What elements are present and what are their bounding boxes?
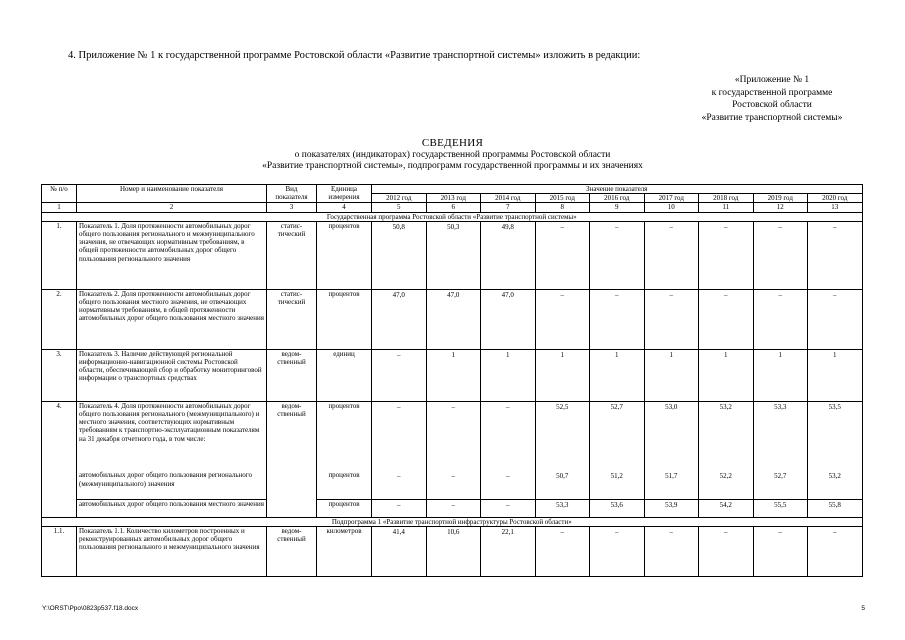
value-cell: – <box>699 289 754 349</box>
value-cell: – <box>535 289 590 349</box>
value-cell: – <box>372 499 427 517</box>
row-number: 1. <box>42 221 77 289</box>
value-cell: – <box>426 499 481 517</box>
value-cell: – <box>753 289 808 349</box>
value-cell: 1 <box>590 349 645 401</box>
heading-line: о показателях (индикаторах) государственной программы Ростовской области <box>294 149 611 160</box>
value-cell: – <box>372 401 427 471</box>
table-subrow <box>42 471 863 499</box>
value-cell: – <box>590 527 645 577</box>
header-year: 2019 год <box>753 194 808 203</box>
value-cell: – <box>644 289 699 349</box>
header-year: 2018 год <box>699 194 754 203</box>
value-cell: 47,0 <box>481 289 536 349</box>
value-cell: 50,7 <box>535 471 590 499</box>
indicator-unit: процентов <box>317 499 372 517</box>
header-values: Значение показателя <box>372 185 863 194</box>
intro-text: 4. Приложение № 1 к государственной программе Ростовской области «Развитие транспортной системы» изложить в редакции: <box>68 50 641 61</box>
value-cell: – <box>644 221 699 289</box>
header-year: 2012 год <box>372 194 427 203</box>
value-cell: 53,2 <box>699 401 754 471</box>
header-name: Номер и наименование показателя <box>77 185 267 203</box>
value-cell: 53,0 <box>644 401 699 471</box>
value-cell: 53,9 <box>644 499 699 517</box>
table-row <box>42 401 863 471</box>
row-number: 3. <box>42 349 77 401</box>
indicator-type: статистический <box>267 289 317 349</box>
value-cell: 1 <box>699 349 754 401</box>
value-cell: – <box>372 471 427 499</box>
column-number: 5 <box>372 203 427 212</box>
row-number: 2. <box>42 289 77 349</box>
value-cell: 1 <box>426 349 481 401</box>
value-cell: – <box>481 401 536 471</box>
section-row <box>42 517 863 526</box>
indicator-unit: единиц <box>317 349 372 401</box>
column-number: 2 <box>77 203 267 212</box>
value-cell: – <box>590 221 645 289</box>
value-cell: 50,3 <box>426 221 481 289</box>
row-number: 1.1. <box>42 527 77 577</box>
value-cell: – <box>808 289 863 349</box>
document-heading <box>0 138 905 173</box>
indicator-type: ведомственный <box>267 349 317 401</box>
value-cell: – <box>426 471 481 499</box>
column-number: 12 <box>753 203 808 212</box>
value-cell: 49,8 <box>481 221 536 289</box>
value-cell: 1 <box>481 349 536 401</box>
column-number: 9 <box>590 203 645 212</box>
section-title: Подпрограмма 1 «Развитие транспортной инфраструктуры Ростовской области» <box>42 517 863 526</box>
column-number: 6 <box>426 203 481 212</box>
value-cell: 10,6 <box>426 527 481 577</box>
value-cell: 47,0 <box>372 289 427 349</box>
annex-line: к государственной программе <box>711 87 833 98</box>
column-number: 11 <box>699 203 754 212</box>
column-numbers-row <box>42 203 863 212</box>
header-year: 2017 год <box>644 194 699 203</box>
header-type: Вид показателя <box>267 185 317 203</box>
indicator-name: Показатель 3. Наличие действующей региональной информационно-навигационной системы Ростовской области, обеспечивающей сбор и обработку мониторинговой информации о транспортных средствах <box>77 349 267 401</box>
heading-line: «Развитие транспортной системы», подпрограмм государственной программы и их значениях <box>262 161 643 171</box>
value-cell: – <box>481 471 536 499</box>
value-cell: 53,5 <box>808 401 863 471</box>
header-year: 2020 год <box>808 194 863 203</box>
indicator-unit: процентов <box>317 471 372 499</box>
value-cell: 55,8 <box>808 499 863 517</box>
column-number: 8 <box>535 203 590 212</box>
value-cell: – <box>753 527 808 577</box>
page-number: 5 <box>861 605 865 612</box>
indicator-unit: процентов <box>317 289 372 349</box>
value-cell: – <box>699 221 754 289</box>
value-cell: – <box>481 499 536 517</box>
value-cell: 53,2 <box>808 471 863 499</box>
header-no: № п/о <box>42 185 77 203</box>
value-cell: 52,2 <box>699 471 754 499</box>
value-cell: 53,3 <box>753 401 808 471</box>
value-cell: 55,5 <box>753 499 808 517</box>
value-cell: 53,3 <box>535 499 590 517</box>
file-path-footer: Y:\ORST\Ppo\0823p537.f18.docx <box>42 605 139 612</box>
column-number: 10 <box>644 203 699 212</box>
value-cell: – <box>699 527 754 577</box>
indicator-name: Показатель 2. Доля протяженности автомобильных дорог общего пользования местного значения, не отвечающих нормативным требованиям, в общей протяженности автомобильных дорог общего пользования местного значения <box>77 289 267 349</box>
value-cell: 22,1 <box>481 527 536 577</box>
column-number: 3 <box>267 203 317 212</box>
section-row <box>42 212 863 221</box>
row-number: 4. <box>42 401 77 517</box>
indicator-name: автомобильных дорог общего пользования местного значения <box>77 499 267 517</box>
column-number: 4 <box>317 203 372 212</box>
value-cell: 1 <box>644 349 699 401</box>
header-year: 2016 год <box>590 194 645 203</box>
value-cell: 54,2 <box>699 499 754 517</box>
header-unit: Единица измерения <box>317 185 372 203</box>
indicator-unit: процентов <box>317 221 372 289</box>
indicator-type: ведомственный <box>267 527 317 577</box>
annex-line: «Развитие транспортной системы» <box>701 112 843 123</box>
indicator-name: Показатель 1.1. Количество километров построенных и реконструированных автомобильных дорог общего пользования регионального и межмуниципального значения <box>77 527 267 577</box>
indicator-name: Показатель 1. Доля протяженности автомобильных дорог общего пользования регионального и межмуниципального значения, не отвечающих нормативным требованиям, в общей протяженности автомобильных дорог общего пользования регионального значения <box>77 221 267 289</box>
indicator-name: автомобильных дорог общего пользования регионального (межмуниципального) значения <box>77 471 267 499</box>
column-number: 7 <box>481 203 536 212</box>
column-number: 13 <box>808 203 863 212</box>
header-year: 2013 год <box>426 194 481 203</box>
table-header-row <box>42 185 863 194</box>
value-cell: 1 <box>808 349 863 401</box>
annex-line: Ростовской области <box>732 100 812 110</box>
value-cell: – <box>535 527 590 577</box>
value-cell: 1 <box>535 349 590 401</box>
table-subrow <box>42 499 863 517</box>
value-cell: 1 <box>753 349 808 401</box>
section-title: Государственная программа Ростовской области «Развитие транспортной системы» <box>42 212 863 221</box>
indicator-unit: километров <box>317 527 372 577</box>
value-cell: 47,0 <box>426 289 481 349</box>
table-row <box>42 221 863 289</box>
value-cell: 51,2 <box>590 471 645 499</box>
value-cell: – <box>808 527 863 577</box>
heading-title: СВЕДЕНИЯ <box>421 137 484 149</box>
annex-block <box>682 74 862 124</box>
value-cell: 52,7 <box>753 471 808 499</box>
value-cell: – <box>808 221 863 289</box>
column-number: 1 <box>42 203 77 212</box>
value-cell: 53,6 <box>590 499 645 517</box>
value-cell: – <box>644 527 699 577</box>
value-cell: – <box>535 221 590 289</box>
table-row <box>42 349 863 401</box>
header-year: 2015 год <box>535 194 590 203</box>
value-cell: 52,5 <box>535 401 590 471</box>
annex-line: «Приложение № 1 <box>734 75 810 85</box>
indicator-unit: процентов <box>317 401 372 471</box>
value-cell: – <box>590 289 645 349</box>
table-row <box>42 289 863 349</box>
value-cell: – <box>372 349 427 401</box>
value-cell: – <box>426 401 481 471</box>
header-year: 2014 год <box>481 194 536 203</box>
value-cell: 41,4 <box>372 527 427 577</box>
indicator-type: ведомственный <box>267 401 317 517</box>
value-cell: – <box>753 221 808 289</box>
indicator-name: Показатель 4. Доля протяженности автомобильных дорог общего пользования регионального (межмуниципального) и местного значения, соответствующих нормативным требованиям к транспортно-эксплуатационным показателям на 31 декабря отчетного года, в том числе: <box>77 401 267 471</box>
value-cell: 50,8 <box>372 221 427 289</box>
indicator-type: статистический <box>267 221 317 289</box>
table-row <box>42 527 863 577</box>
indicators-table <box>41 184 863 577</box>
value-cell: 52,7 <box>590 401 645 471</box>
value-cell: 51,7 <box>644 471 699 499</box>
